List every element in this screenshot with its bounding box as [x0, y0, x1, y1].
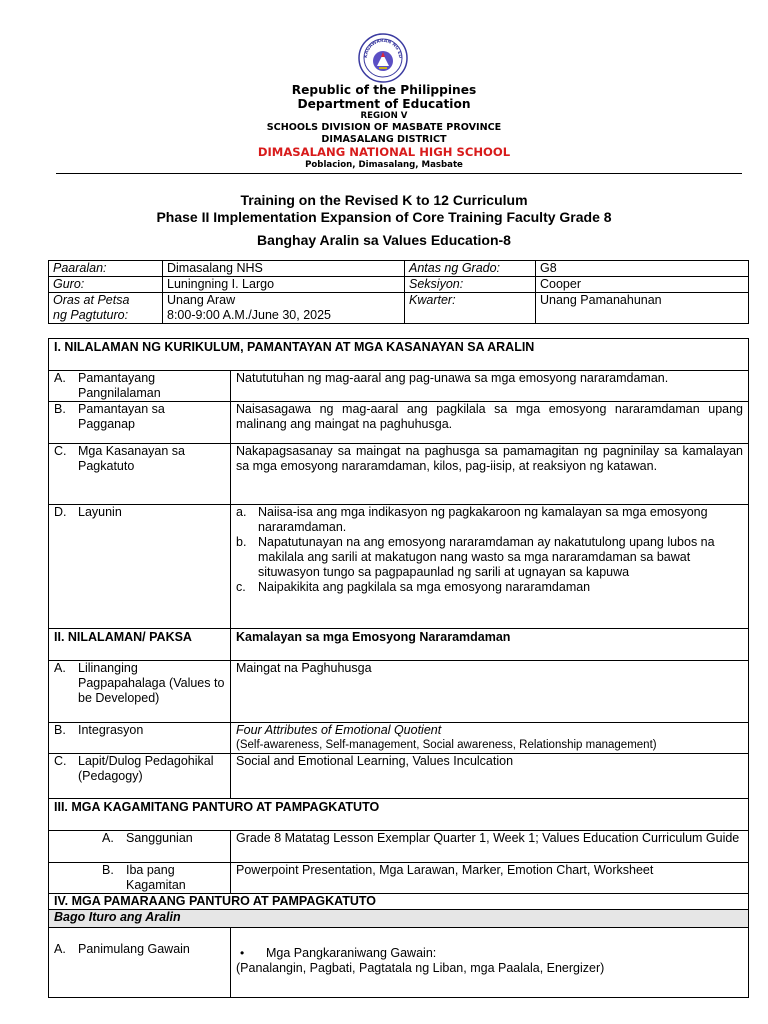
opening-activity-cell [231, 928, 749, 998]
seksiyon-value: Cooper [536, 277, 749, 293]
learning-competency-row [49, 444, 749, 505]
values-label [49, 661, 231, 723]
materials-key: B. [102, 863, 114, 877]
learning-competency-label [49, 444, 231, 505]
guro-value: Luningning I. Largo [163, 277, 405, 293]
materials-text: Powerpoint Presentation, Mga Larawan, Marker, Emotion Chart, Worksheet [231, 863, 749, 894]
oras-value-line1: Unang Araw [167, 293, 236, 307]
seksiyon-label: Seksiyon: [405, 277, 536, 293]
performance-standard-label [49, 402, 231, 444]
section2-topic: Kamalayan sa mga Emosyong Nararamdaman [231, 629, 749, 661]
header-divider [56, 173, 742, 174]
school-heading: DIMASALANG NATIONAL HIGH SCHOOL [257, 145, 511, 159]
integration-label [49, 723, 231, 754]
seal-text: KAGAWARAN NG ED [363, 38, 403, 59]
republic-heading: Republic of the Philippines [291, 83, 477, 97]
info-row-teacher [49, 277, 749, 293]
guro-label: Guro: [49, 277, 163, 293]
section1-header-row [49, 339, 749, 371]
materials-row [49, 863, 749, 894]
pedagogy-key: C. [54, 754, 67, 768]
materials-label-text: Iba pang Kagamitan [126, 863, 186, 892]
objectives-key: D. [54, 505, 67, 519]
opening-activity-bullet [236, 946, 743, 961]
objective-key: c. [236, 580, 246, 594]
paaralan-label: Paaralan: [49, 261, 163, 277]
objectives-label [49, 505, 231, 629]
content-standard-row [49, 371, 749, 402]
kwarter-value: Unang Pamanahunan [536, 293, 749, 324]
content-standard-key: A. [54, 371, 66, 385]
objective-text: Naipakikita ang pagkilala sa mga emosyong nararamdaman [258, 580, 591, 594]
oras-value [163, 293, 405, 324]
content-standard-label-text: Pamantayang Pangnilalaman [78, 371, 161, 400]
oras-label-line1: Oras at Petsa [53, 293, 130, 307]
performance-standard-row [49, 402, 749, 444]
objectives-list-cell [231, 505, 749, 629]
opening-activity-label-text: Panimulang Gawain [78, 942, 190, 956]
section2-title: II. NILALAMAN/ PAKSA [49, 629, 231, 661]
school-address: Poblacion, Dimasalang, Masbate [305, 160, 463, 170]
region-heading: REGION V [360, 111, 408, 121]
opening-activity-row [49, 928, 749, 998]
oras-label-line2: ng Pagtuturo: [53, 308, 129, 322]
paaralan-value: Dimasalang NHS [163, 261, 405, 277]
oras-label [49, 293, 163, 324]
lesson-info-table [48, 260, 749, 324]
objective-text: Naiisa-isa ang mga indikasyon ng pagkakaroon ng kamalayan sa mga emosyong nararamdaman. [258, 505, 708, 534]
section4-header-row [49, 894, 749, 910]
objective-key: b. [236, 535, 247, 549]
objectives-label-text: Layunin [78, 505, 122, 519]
oras-value-line2: 8:00-9:00 A.M./June 30, 2025 [167, 308, 332, 322]
integration-label-text: Integrasyon [78, 723, 144, 737]
objectives-row [49, 505, 749, 629]
integration-cell [231, 723, 749, 754]
section2-header-row [49, 629, 749, 661]
deped-seal-logo [358, 33, 408, 83]
pedagogy-text: Social and Emotional Learning, Values Inculcation [231, 754, 749, 799]
section4-subtitle: Bago Ituro ang Aralin [49, 910, 749, 928]
section3-header-row [49, 799, 749, 831]
lesson-plan-table [48, 338, 749, 998]
objective-item [236, 505, 743, 535]
learning-competency-label-text: Mga Kasanayan sa Pagkatuto [78, 444, 186, 473]
opening-activity-detail: (Panalangin, Pagbati, Pagtatala ng Liban, mga Paalala, Energizer) [236, 961, 605, 975]
antas-value: G8 [536, 261, 749, 277]
section3-title: III. MGA KAGAMITANG PANTURO AT PAMPAGKATUTO [49, 799, 749, 831]
performance-standard-text: Naisasagawa ng mag-aaral ang pagkilala sa mga emosyong nararamdaman upang malinang ang maingat na paghuhusga. [231, 402, 749, 444]
pedagogy-row [49, 754, 749, 799]
references-label [49, 831, 231, 863]
info-row-school [49, 261, 749, 277]
training-title: Training on the Revised K to 12 Curriculum [240, 192, 528, 208]
section1-title: I. NILALAMAN NG KURIKULUM, PAMANTAYAN AT MGA KASANAYAN SA ARALIN [49, 339, 749, 371]
values-key: A. [54, 661, 66, 675]
content-standard-label [49, 371, 231, 402]
objective-item [236, 535, 743, 580]
division-heading: SCHOOLS DIVISION OF MASBATE PROVINCE [266, 122, 502, 133]
section4-title: IV. MGA PAMARAANG PANTURO AT PAMPAGKATUTO [49, 894, 749, 910]
integration-key: B. [54, 723, 66, 737]
references-label-text: Sanggunian [126, 831, 193, 845]
opening-activity-text: Mga Pangkaraniwang Gawain: [266, 946, 437, 960]
performance-standard-label-text: Pamantayan sa Pagganap [78, 402, 165, 431]
district-heading: DIMASALANG DISTRICT [321, 134, 447, 145]
section4-subheader-row [49, 910, 749, 928]
objective-key: a. [236, 505, 247, 519]
performance-standard-key: B. [54, 402, 66, 416]
values-row [49, 661, 749, 723]
materials-label [49, 863, 231, 894]
department-heading: Department of Education [297, 97, 471, 111]
pedagogy-label-text: Lapit/Dulog Pedagohikal (Pedagogy) [78, 754, 214, 783]
learning-competency-text: Nakapagsasanay sa maingat na paghusga sa pamamagitan ng pagninilay sa kamalayan sa mga emosyong nararamdaman, kilos, pag-iisip, at reaksiyon ng katawan. [231, 444, 749, 505]
bullet-glyph: • [240, 946, 245, 960]
objectives-list [236, 505, 743, 595]
objective-item [236, 580, 743, 595]
objective-text: Napatutunayan na ang emosyong nararamdaman ay nakatutulong upang lubos na makilala ang sarili at makatugon nang wasto sa mga nararamdaman sa bawat situwasyon tungo sa pagpapaunlad ng sarili at ugnayan sa kapuwa [258, 535, 715, 579]
learning-competency-key: C. [54, 444, 67, 458]
lesson-plan-title: Banghay Aralin sa Values Education-8 [257, 232, 511, 248]
values-text: Maingat na Paghuhusga [231, 661, 749, 723]
opening-activity-label [49, 928, 231, 998]
integration-detail: (Self-awareness, Self-management, Social awareness, Relationship management) [236, 739, 657, 751]
pedagogy-label [49, 754, 231, 799]
values-label-text: Lilinanging Pagpapahalaga (Values to be Developed) [78, 661, 225, 705]
phase-title: Phase II Implementation Expansion of Core Training Faculty Grade 8 [156, 209, 612, 225]
antas-label: Antas ng Grado: [405, 261, 536, 277]
integration-title: Four Attributes of Emotional Quotient [236, 723, 442, 737]
integration-row [49, 723, 749, 754]
kwarter-label: Kwarter: [405, 293, 536, 324]
references-key: A. [102, 831, 114, 845]
references-row [49, 831, 749, 863]
opening-activity-key: A. [54, 942, 66, 956]
references-text: Grade 8 Matatag Lesson Exemplar Quarter 1, Week 1; Values Education Curriculum Guide [231, 831, 749, 863]
content-standard-text: Natututuhan ng mag-aaral ang pag-unawa sa mga emosyong nararamdaman. [231, 371, 749, 402]
info-row-schedule [49, 293, 749, 324]
